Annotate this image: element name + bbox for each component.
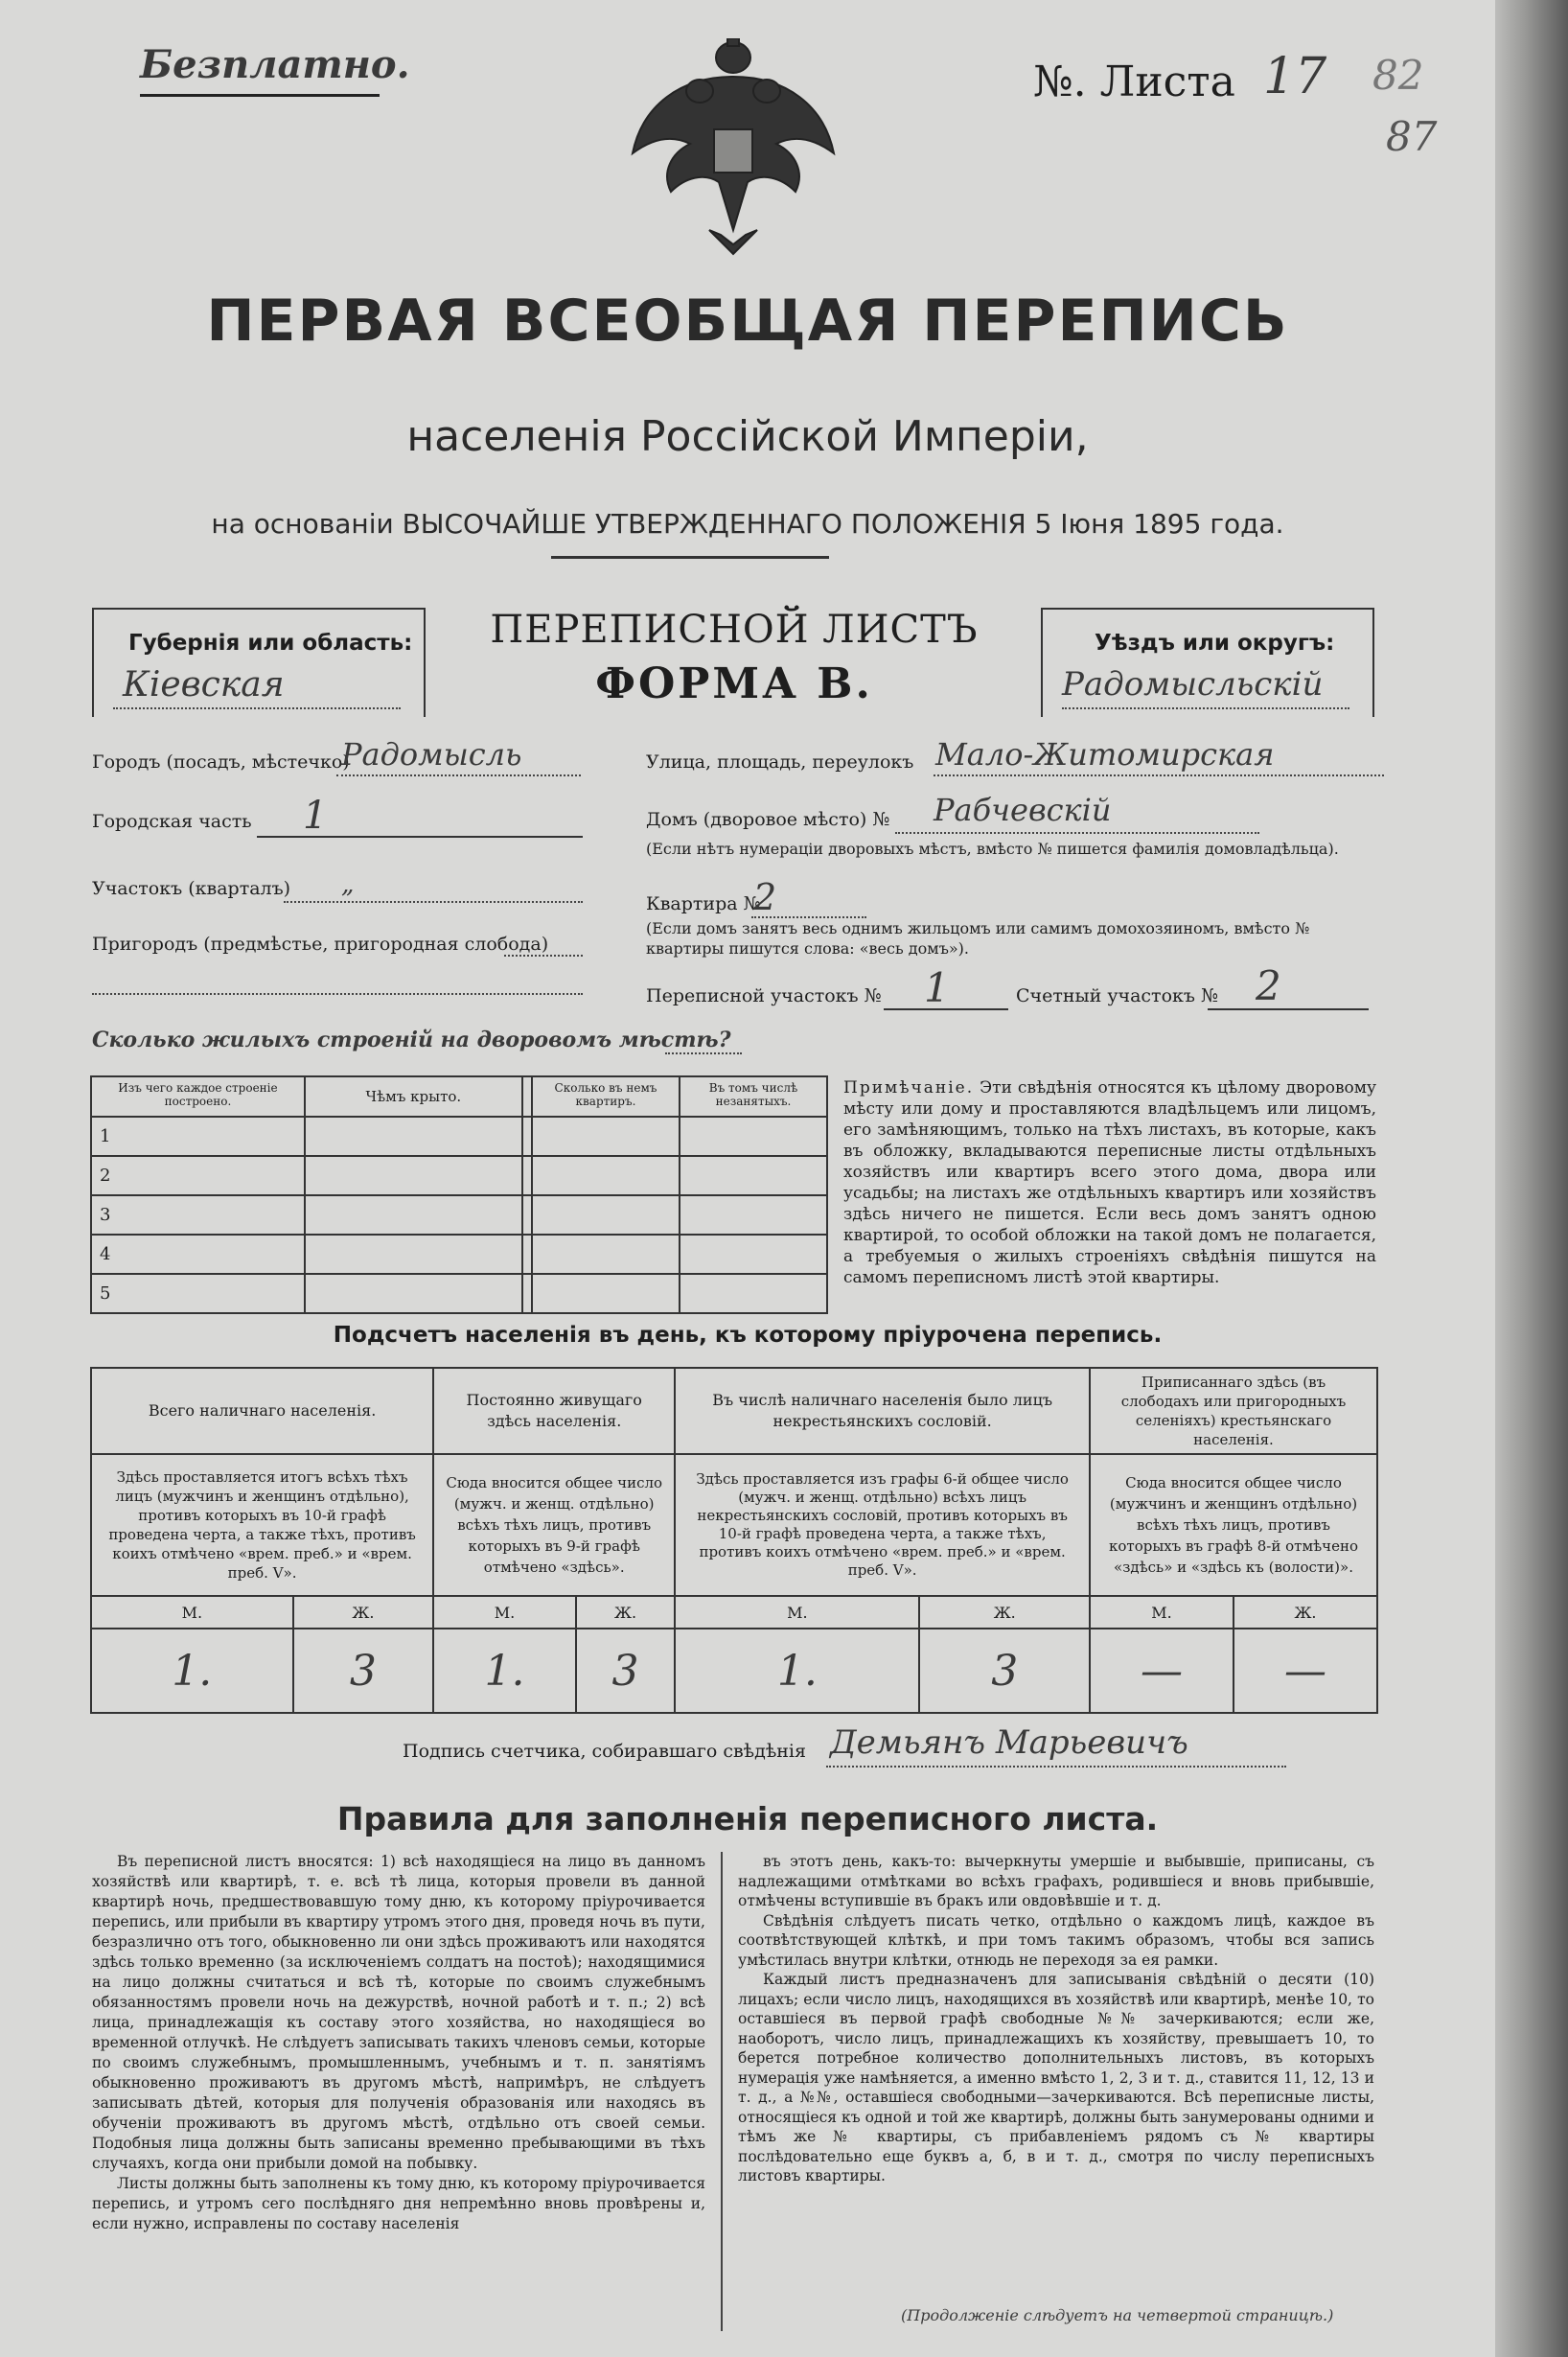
count-head-nonpeasant: Въ числѣ наличнаго населенія было лицъ некрестьянскихъ сословій. bbox=[675, 1368, 1090, 1454]
precinct-field bbox=[92, 863, 590, 911]
female-label: Ж. bbox=[919, 1596, 1090, 1629]
buildings-header-apartments: Сколько въ немъ квартиръ. bbox=[532, 1076, 680, 1117]
rules-left-column bbox=[92, 1852, 705, 2336]
precinct-value: „ bbox=[341, 870, 355, 899]
female-label: Ж. bbox=[576, 1596, 675, 1629]
street-value: Мало-Житомирская bbox=[935, 736, 1275, 773]
male-label: М. bbox=[91, 1596, 293, 1629]
counting-precinct-value: 2 bbox=[1256, 962, 1281, 1009]
free-label: Безплатно. bbox=[140, 42, 410, 87]
note-text: Эти свѣдѣнія относятся къ цѣлому дворовому мѣсту или дому и проставляются владѣльцемъ или лицомъ, его замѣняющимъ, только на тѣхъ листахъ, въ которые, какъ въ обложку, вкладываются переписные листы отдѣльныхъ хозяйствъ или квартиръ всего этого дома, двора или усадьбы; на листахъ же отдѣльныхъ квартиръ или хозяйствъ здѣсь ничего не пишется. Если весь домъ занятъ одною квартирой, то особой обложки на такой домъ не полагается, а требуемыя о жилыхъ строеніяхъ свѣдѣнія пишутся на самомъ переписномъ листѣ этой квартиры. bbox=[843, 1078, 1376, 1287]
signature-line bbox=[826, 1766, 1286, 1768]
counting-precinct-label: Счетный участокъ № bbox=[1016, 985, 1218, 1006]
signature-value: Демьянъ Марьевичъ bbox=[830, 1723, 1188, 1762]
permanent-female-count: 3 bbox=[576, 1629, 675, 1713]
city-part-value: 1 bbox=[303, 794, 328, 838]
city-label: Городъ (посадъ, мѣстечко) bbox=[92, 751, 350, 773]
rules-paragraph: Каждый листъ предназначенъ для записыванія свѣдѣній о десяти (10) лицахъ; если число лицъ, находящихся въ хозяйствѣ или квартирѣ, менѣе 10, то оставшіеся въ первой графѣ свободные №№ зачеркиваются; если же, наоборотъ, число лицъ, принадлежащихъ къ хозяйству, превышаетъ 10, то берется потребное количество дополнительныхъ листовъ, въ которыхъ нумерація уже намѣняется, а именно вмѣсто 1, 2, 3 и т. д., ставится 11, 12, 13 и т. д., а №№, оставшіеся свободными—зачеркиваются. Всѣ переписные листы, относящіеся къ одной и той же квартирѣ, должны быть занумерованы одними и тѣмъ же № квартиры, съ прибавленіемъ рядомъ съ № квартиры послѣдовательно еще буквъ а, б, в и т. д., смотря по числу переписныхъ листовъ квартиры. bbox=[738, 1971, 1374, 2184]
nonpeasant-female-count: 3 bbox=[919, 1629, 1090, 1713]
margin-number-1: 82 bbox=[1372, 52, 1424, 99]
table-row: 3 bbox=[91, 1195, 827, 1235]
table-row: 5 bbox=[91, 1274, 827, 1313]
table-row: 1 bbox=[91, 1117, 827, 1156]
page-subtitle: населенія Россійской Имперіи, bbox=[406, 412, 1089, 461]
population-count-table bbox=[90, 1367, 1378, 1714]
apartment-value: 2 bbox=[753, 876, 777, 918]
buildings-header-vacant: Въ томъ числѣ незанятыхъ. bbox=[680, 1076, 827, 1117]
rules-right-column bbox=[738, 1852, 1374, 2302]
rules-paragraph: въ этотъ день, какъ-то: вычеркнуты умершіе и выбывшіе, приписаны, съ надлежащими отмѣтками во всѣхъ графахъ, родившіеся и вновь прибывшіе, отмѣчены вступившіе въ бракъ или овдовѣвшіе и т. д. bbox=[738, 1853, 1374, 1909]
count-head-registered: Приписаннаго здѣсь (въ слободахъ или пригородныхъ селеніяхъ) крестьянскаго населенія. bbox=[1090, 1368, 1377, 1454]
registered-female-count: — bbox=[1234, 1629, 1377, 1713]
city-part-field bbox=[92, 794, 590, 847]
buildings-question: Сколько жилыхъ строеній на дворовомъ мѣстѣ? bbox=[92, 1028, 731, 1052]
sheet-number-label: №. Листа bbox=[1033, 58, 1235, 106]
city-value: Радомысль bbox=[341, 736, 522, 773]
census-precinct-label: Переписной участокъ № bbox=[646, 985, 882, 1006]
rules-paragraph: Листы должны быть заполнены къ тому дню, къ которому пріурочивается перепись, и утромъ сего послѣдняго дня непремѣнно вновь провѣрены и, если нужно, исправлены по составу населенія bbox=[92, 2175, 705, 2232]
present-male-count: 1. bbox=[91, 1629, 293, 1713]
male-label: М. bbox=[1090, 1596, 1234, 1629]
page-title: ПЕРВАЯ ВСЕОБЩАЯ ПЕРЕПИСЬ bbox=[206, 288, 1289, 355]
female-label: Ж. bbox=[1234, 1596, 1377, 1629]
signature-label: Подпись счетчика, собиравшаго свѣдѣнія bbox=[403, 1741, 806, 1762]
city-part-label: Городская часть bbox=[92, 811, 252, 832]
province-label: Губернія или область: bbox=[128, 631, 413, 656]
suburb-label: Пригородъ (предмѣстье, пригородная слобода) bbox=[92, 934, 549, 955]
legal-basis: на основаніи ВЫСОЧАЙШЕ УТВЕРЖДЕННАГО ПОЛОЖЕНІЯ 5 Іюня 1895 года. bbox=[211, 508, 1284, 540]
sheet-number-value: 17 bbox=[1263, 48, 1327, 105]
present-female-count: 3 bbox=[293, 1629, 434, 1713]
buildings-header-material: Изъ чего каждое строеніе построено. bbox=[91, 1076, 305, 1117]
suburb-field bbox=[92, 924, 590, 1001]
rules-paragraph: Свѣдѣнія слѣдуетъ писать четко, отдѣльно о каждомъ лицѣ, каждое въ соотвѣтствующей клѣткѣ, и при томъ такимъ образомъ, чтобы вся запись умѣстилась внутри клѣтки, отнюдь не переходя за ея рамки. bbox=[738, 1911, 1374, 1969]
rules-paragraph: Въ переписной листъ вносятся: 1) всѣ находящіеся на лицо въ данномъ хозяйствѣ или квартирѣ, т. е. всѣ тѣ лица, которыя провели въ данной квартирѣ ночь, предшествовавшую тому дню, къ которому пріурочивается перепись, или прибыли въ квартиру утромъ этого дня, проведя ночь въ пути, безразлично отъ того, обыкновенно ли они здѣсь проживаютъ или находятся здѣсь только временно (за исключеніемъ солдатъ на постоѣ); находящимися на лицо должны считаться и всѣ тѣ, которые по своимъ служебнымъ обязанностямъ провели ночь на дежурствѣ, ночной работѣ и т. п.; 2) всѣ лица, принадлежащія къ составу этого хозяйства, но находящіеся во временной отлучкѣ. Не слѣдуетъ записывать такихъ членовъ семьи, которые по своимъ служебнымъ, промышленнымъ, учебнымъ и т. п. занятіямъ обыкновенно проживаютъ въ другомъ мѣстѣ, напримѣръ, не слѣдуетъ записывать дѣтей, которыя для полученія образованія или находясь въ обученіи проживаютъ въ другомъ мѣстѣ, отдѣльно отъ своей семьи. Подобныя лица должны быть записаны временно пребывающими въ тѣхъ случаяхъ, когда они прибыли домой на побывку. bbox=[92, 1853, 705, 2172]
province-value: Кіевская bbox=[123, 665, 285, 705]
count-desc-present: Здѣсь проставляется итогъ всѣхъ тѣхъ лицъ (мужчинъ и женщинъ отдѣльно), противъ которыхъ въ 10-й графѣ проведена черта, а также тѣхъ, противъ коихъ отмѣчено «врем. преб.» и «врем. преб. V». bbox=[91, 1454, 433, 1596]
house-note: (Если нѣтъ нумераціи дворовыхъ мѣстъ, вмѣсто № пишется фамилія домовладѣльца). bbox=[646, 840, 1339, 858]
buildings-table bbox=[90, 1075, 828, 1314]
nonpeasant-male-count: 1. bbox=[675, 1629, 919, 1713]
apartment-label: Квартира № bbox=[646, 893, 761, 914]
table-row: 2 bbox=[91, 1156, 827, 1195]
form-name: ФОРМА В. bbox=[595, 659, 873, 708]
buildings-header-roof: Чѣмъ крыто. bbox=[305, 1076, 522, 1117]
precinct-label: Участокъ (кварталъ) bbox=[92, 878, 291, 899]
margin-number-2: 87 bbox=[1386, 113, 1438, 160]
buildings-note bbox=[843, 1077, 1376, 1288]
count-head-present: Всего наличнаго населенія. bbox=[91, 1368, 433, 1454]
male-label: М. bbox=[675, 1596, 919, 1629]
district-label: Уѣздъ или округъ: bbox=[1095, 631, 1335, 656]
house-value: Рабчевскій bbox=[934, 792, 1112, 828]
census-precinct-value: 1 bbox=[924, 964, 950, 1011]
apartment-note: (Если домъ занятъ весь однимъ жильцомъ или самимъ домохозяиномъ, вмѣсто № квартиры пишутся слова: «весь домъ»). bbox=[646, 919, 1310, 958]
buildings-answer-line bbox=[665, 1052, 742, 1054]
permanent-male-count: 1. bbox=[433, 1629, 576, 1713]
count-title: Подсчетъ населенія въ день, къ которому пріурочена перепись. bbox=[333, 1323, 1163, 1348]
note-title: Примѣчаніе. bbox=[843, 1078, 975, 1098]
street-field bbox=[646, 736, 1394, 784]
house-field bbox=[646, 792, 1394, 842]
street-label: Улица, площадь, переулокъ bbox=[646, 751, 914, 773]
form-title: ПЕРЕПИСНОЙ ЛИСТЪ bbox=[490, 608, 979, 652]
registered-male-count: — bbox=[1090, 1629, 1234, 1713]
district-value: Радомысльскій bbox=[1062, 665, 1324, 704]
form-box bbox=[92, 608, 1376, 721]
female-label: Ж. bbox=[293, 1596, 434, 1629]
table-row: 4 bbox=[91, 1235, 827, 1274]
count-desc-registered: Сюда вносится общее число (мужчинъ и женщинъ отдѣльно) всѣхъ тѣхъ лицъ, противъ которыхъ въ графѣ 8-й отмѣчено «здѣсь» и «здѣсь къ (волости)». bbox=[1090, 1454, 1377, 1596]
count-head-permanent: Постоянно живущаго здѣсь населенія. bbox=[433, 1368, 675, 1454]
column-divider bbox=[721, 1852, 723, 2331]
continued-note: (Продолженіе слѣдуетъ на четвертой страницѣ.) bbox=[901, 2306, 1334, 2324]
rules-title: Правила для заполненія переписного листа. bbox=[336, 1800, 1159, 1837]
divider bbox=[551, 556, 829, 559]
city-field bbox=[92, 736, 590, 784]
double-headed-eagle-emblem bbox=[613, 38, 853, 259]
count-desc-permanent: Сюда вносится общее число (мужч. и женщ. отдѣльно) всѣхъ тѣхъ лицъ, противъ которыхъ въ 9-й графѣ отмѣчено «здѣсь». bbox=[433, 1454, 675, 1596]
male-label: М. bbox=[433, 1596, 576, 1629]
house-label: Домъ (дворовое мѣсто) № bbox=[646, 809, 890, 830]
census-precinct-field bbox=[646, 962, 1413, 1014]
divider bbox=[140, 94, 380, 97]
count-desc-nonpeasant: Здѣсь проставляется изъ графы 6-й общее число (мужч. и женщ. отдѣльно) всѣхъ лицъ некрестьянскихъ сословій, противъ которыхъ въ 10-й графѣ проведена черта, а также тѣхъ, противъ коихъ отмѣчено «врем. преб.» и «врем. преб. V». bbox=[675, 1454, 1090, 1596]
page-edge bbox=[1495, 0, 1568, 2357]
